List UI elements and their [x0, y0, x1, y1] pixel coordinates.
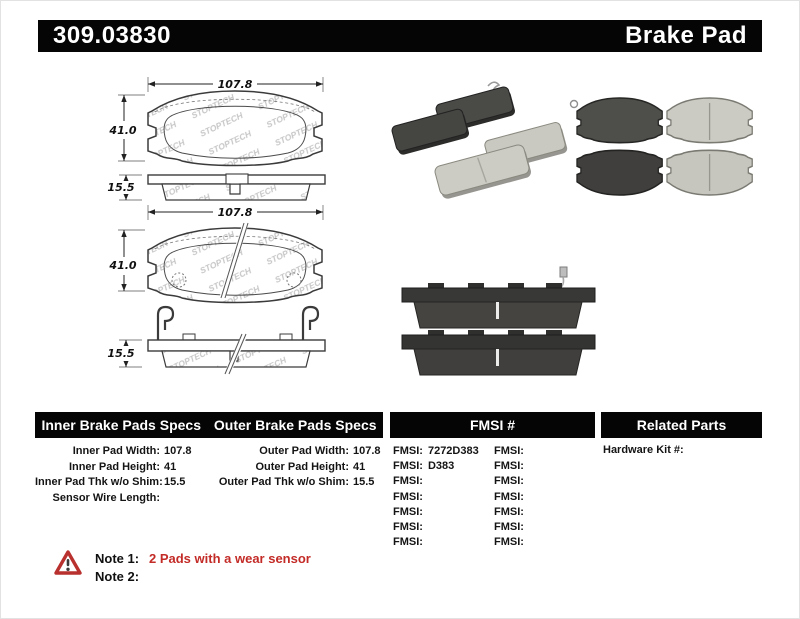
spec-label: Inner Pad Width:: [72, 445, 160, 457]
fmsi-row: [393, 444, 595, 459]
wear-sensor-connector: [560, 267, 567, 277]
fmsi-row: [393, 490, 595, 505]
product-photo-edge: [402, 267, 595, 375]
fmsi-label: FMSI:: [494, 445, 524, 457]
outer-specs-header: Outer Brake Pads Specs: [213, 417, 377, 433]
spec-label: Sensor Wire Length:: [52, 491, 160, 504]
front-view-drawing-2: [108, 205, 323, 303]
spec-value: 15.5: [353, 476, 375, 488]
fmsi-row: [393, 505, 595, 520]
pads-specs-header-bar: [35, 412, 383, 438]
fmsi-label: FMSI:: [494, 460, 524, 473]
fmsi-value: D383: [427, 460, 455, 473]
fmsi-header: FMSI #: [469, 417, 516, 433]
fmsi-label: FMSI:: [494, 490, 524, 503]
fmsi-label: FMSI:: [393, 475, 423, 488]
warning-triangle-icon: [54, 549, 82, 577]
spec-value: 41: [164, 460, 177, 473]
spec-label: Inner Pad Thk w/o Shim:: [35, 476, 163, 488]
dim-width-2: 107.8: [217, 206, 253, 219]
edge-pad-bottom: [402, 330, 595, 375]
spec-label: Outer Pad Thk w/o Shim:: [218, 476, 349, 488]
title-bar: [38, 20, 762, 52]
spec-row: [35, 475, 387, 491]
related-parts-header: Related Parts: [636, 417, 727, 433]
product-photo-flat: [571, 98, 753, 195]
note1-label: Note 1:: [95, 551, 140, 566]
spec-label: Outer Pad Height:: [255, 460, 349, 473]
note2-label: Note 2:: [95, 568, 140, 584]
retaining-clip-right: [303, 307, 318, 340]
fmsi-label: FMSI:: [393, 490, 423, 503]
fmsi-row: [393, 520, 595, 535]
notes-section: [95, 550, 311, 585]
side-view-drawing-2: [107, 307, 325, 374]
fmsi-label: FMSI:: [494, 536, 524, 549]
spec-value: 41: [353, 460, 366, 473]
fmsi-row: [393, 459, 595, 474]
fmsi-label: FMSI:: [393, 520, 423, 533]
fmsi-list: [393, 444, 595, 550]
dim-thickness-2: 15.5: [107, 347, 135, 360]
product-photos: [388, 62, 770, 412]
hardware-kit-label: Hardware Kit #:: [603, 444, 684, 456]
dim-height-2: 41.0: [109, 259, 137, 272]
fmsi-label: FMSI:: [393, 445, 423, 457]
technical-drawing: [95, 62, 395, 407]
spec-value: 107.8: [353, 445, 381, 457]
edge-pad-top: [402, 283, 595, 328]
spec-row: [35, 491, 387, 507]
fmsi-label: FMSI:: [393, 505, 423, 518]
note1-text: 2 Pads with a wear sensor: [149, 551, 311, 566]
front-view-drawing-1: [108, 77, 323, 166]
spec-value: 107.8: [164, 445, 192, 457]
fmsi-label: FMSI:: [393, 536, 423, 549]
fmsi-value: 7272D383: [427, 445, 479, 457]
side-view-drawing-1: [107, 174, 325, 200]
pad-specs-list: [35, 444, 387, 506]
page-title: Brake Pad: [625, 22, 747, 49]
wear-sensor-loop: [571, 101, 578, 108]
spec-row: [35, 444, 387, 460]
spec-row: [35, 460, 387, 476]
dim-height-1: 41.0: [109, 124, 137, 137]
note-row: [95, 550, 311, 568]
related-parts-row: [603, 444, 688, 456]
retaining-clip-left: [158, 307, 173, 340]
inner-specs-header: Inner Brake Pads Specs: [41, 417, 201, 433]
note-row: [95, 568, 311, 586]
fmsi-label: FMSI:: [494, 520, 524, 533]
spec-label: Inner Pad Height:: [68, 460, 160, 473]
fmsi-label: FMSI:: [494, 505, 524, 518]
fmsi-row: [393, 535, 595, 550]
fmsi-label: FMSI:: [393, 460, 423, 473]
dim-thickness-1: 15.5: [107, 181, 135, 194]
spec-label: Outer Pad Width:: [259, 445, 349, 457]
spec-value: 15.5: [164, 476, 186, 488]
fmsi-header-bar: [390, 412, 595, 438]
part-number: 309.03830: [53, 22, 171, 49]
related-parts-header-bar: [601, 412, 762, 438]
fmsi-row: [393, 474, 595, 489]
product-photo-angled: [391, 82, 568, 200]
fmsi-label: FMSI:: [494, 475, 524, 488]
dim-width-1: 107.8: [217, 78, 253, 91]
